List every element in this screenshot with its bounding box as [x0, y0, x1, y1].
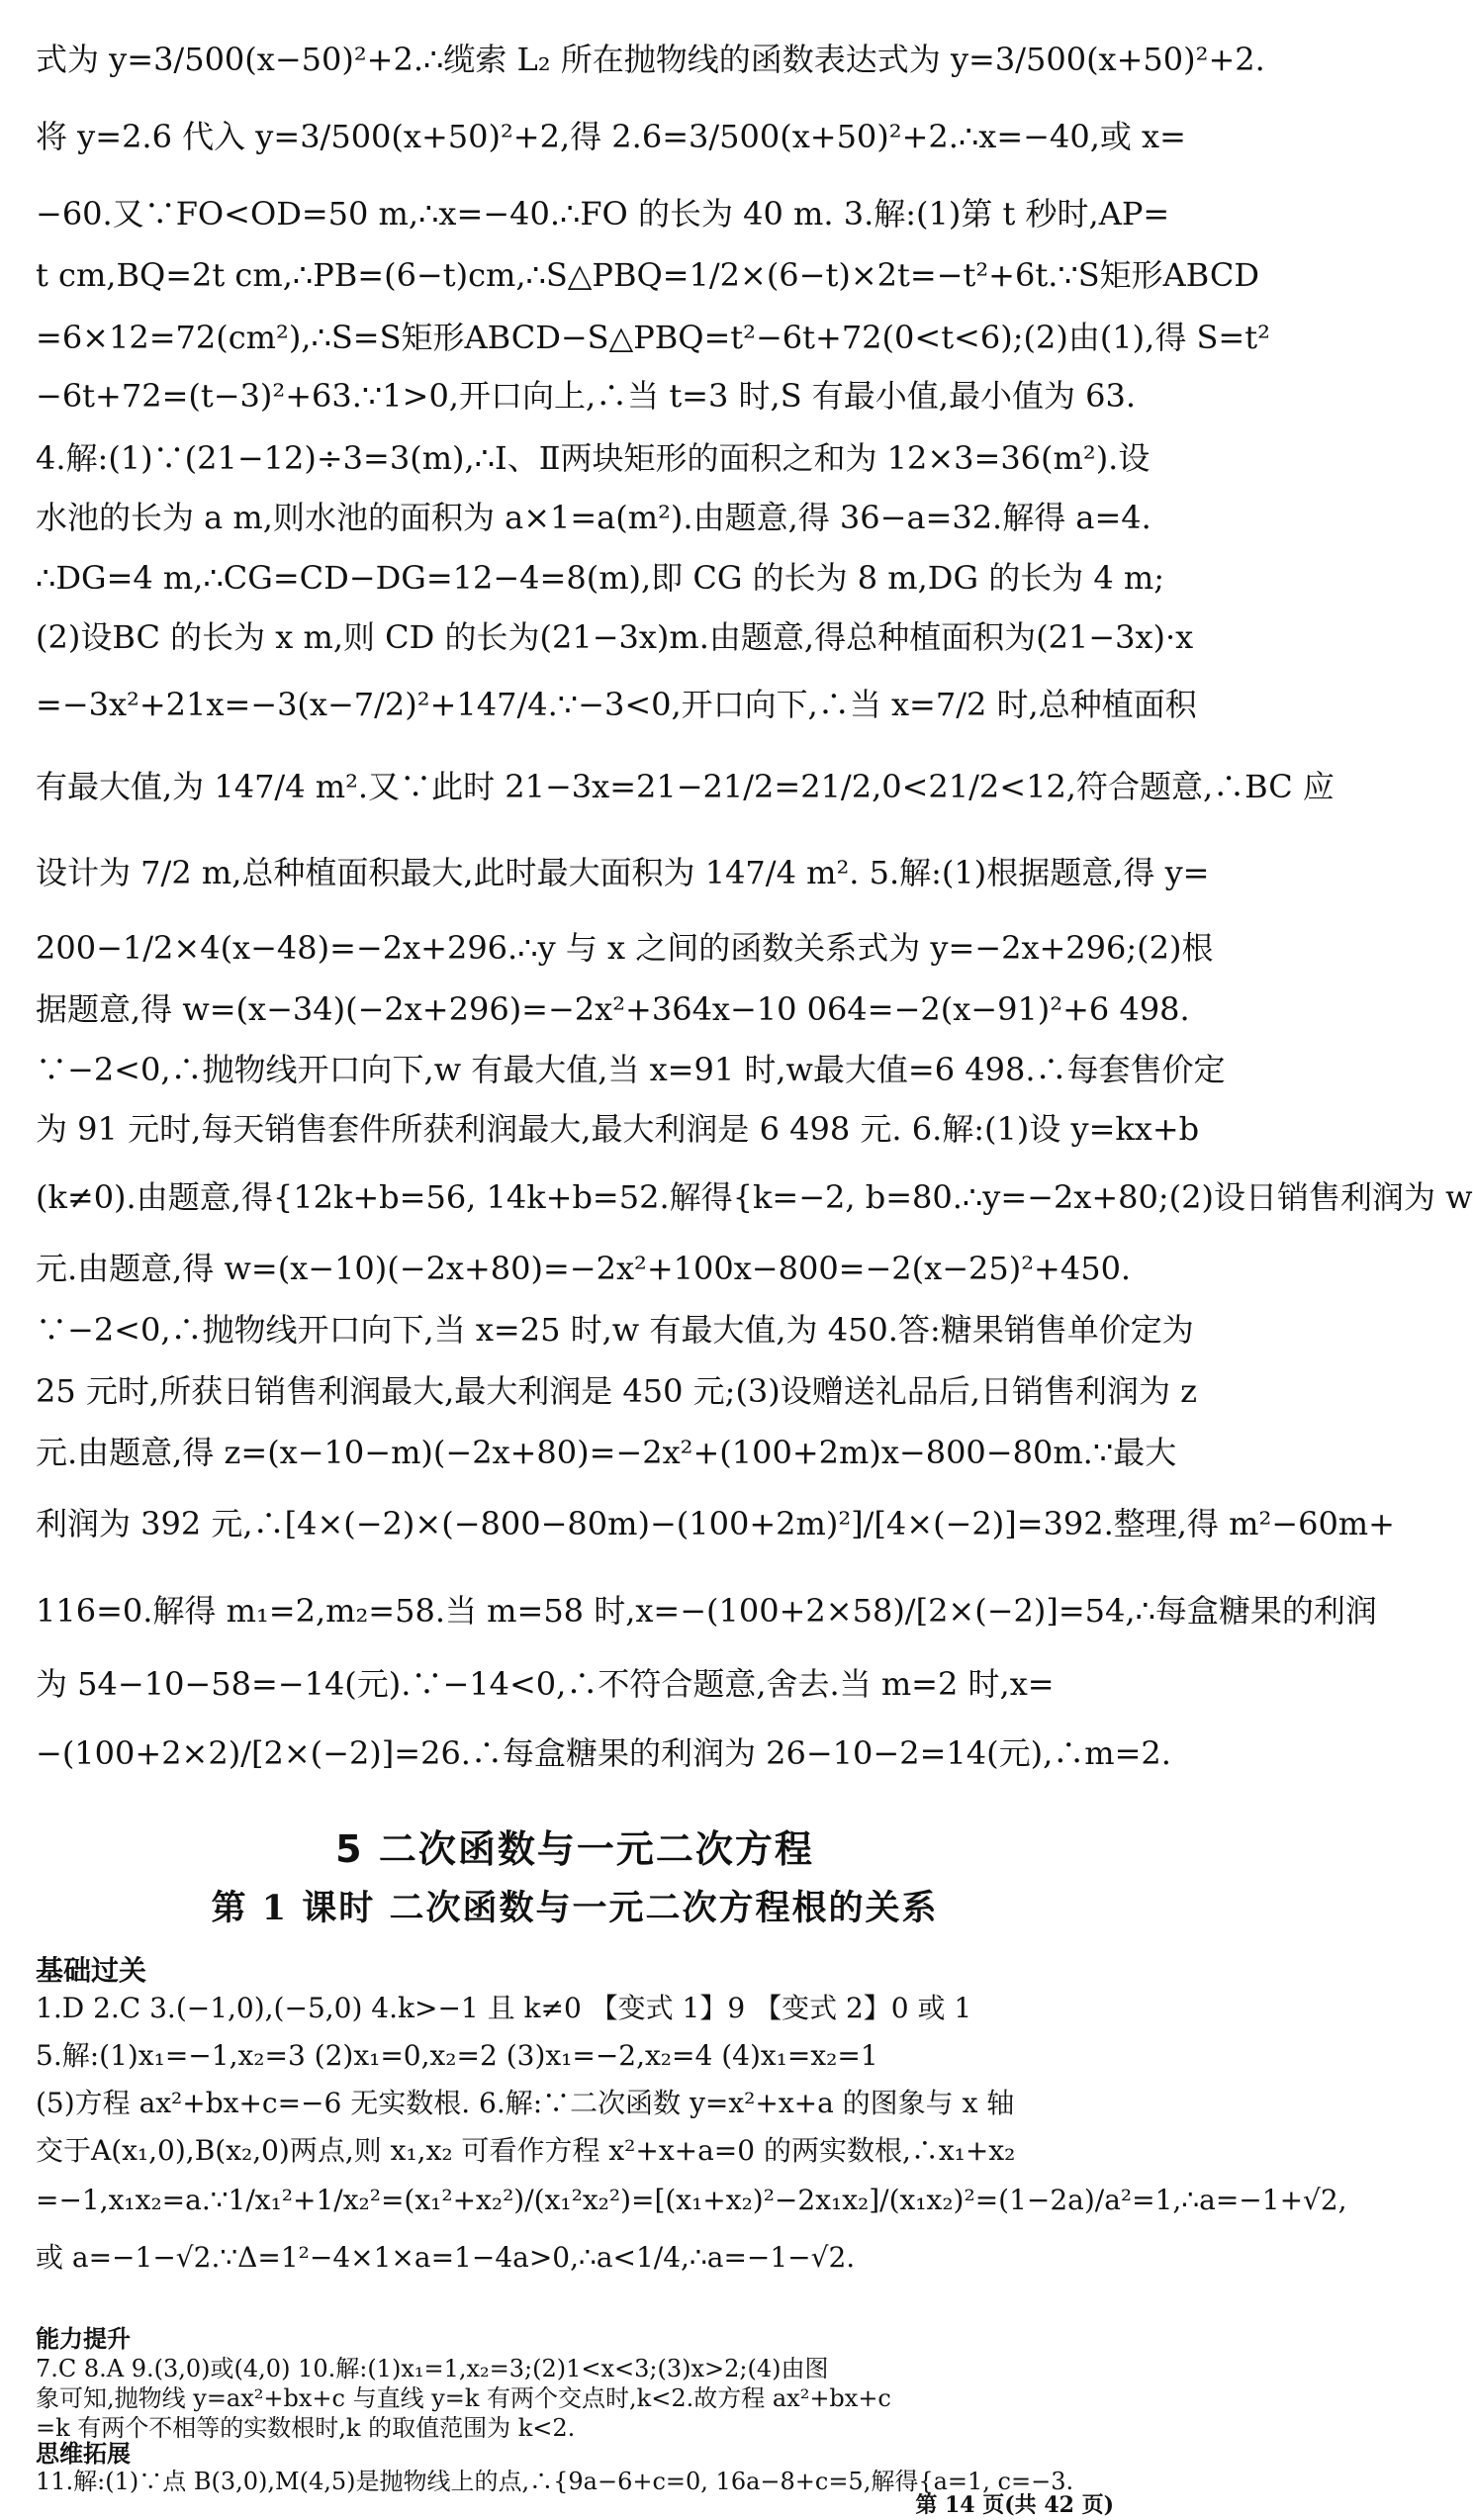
- text-line: 将 y=2.6 代入 y=3/500(x+50)²+2,得 2.6=3/500(x+50)²+2.∴x=−40,或 x=: [36, 118, 1186, 155]
- text-line: 7.C 8.A 9.(3,0)或(4,0) 10.解:(1)x₁=1,x₂=3;(2)1<x<3;(3)x>2;(4)由图: [36, 2355, 829, 2382]
- text-line: 设计为 7/2 m,总种植面积最大,此时最大面积为 147/4 m². 5.解:(1)根据题意,得 y=: [36, 854, 1210, 891]
- text-line: 116=0.解得 m₁=2,m₂=58.当 m=58 时,x=−(100+2×58)/[2×(−2)]=54,∴每盒糖果的利润: [36, 1592, 1377, 1630]
- text-line: 据题意,得 w=(x−34)(−2x+296)=−2x²+364x−10 064=−2(x−91)²+6 498.: [36, 990, 1190, 1028]
- text-line: (2)设BC 的长为 x m,则 CD 的长为(21−3x)m.由题意,得总种植面积为(21−3x)·x: [36, 618, 1194, 656]
- text-line: ∵−2<0,∴抛物线开口向下,w 有最大值,当 x=91 时,w最大值=6 498.∴每套售价定: [36, 1051, 1226, 1088]
- text-line: 有最大值,为 147/4 m².又∵此时 21−3x=21−21/2=21/2,0<21/2<12,符合题意,∴BC 应: [36, 768, 1335, 805]
- text-line: =k 有两个不相等的实数根时,k 的取值范围为 k<2.: [36, 2414, 576, 2442]
- text-line: 为 54−10−58=−14(元).∵−14<0,∴不符合题意,舍去.当 m=2 时,x=: [36, 1665, 1055, 1703]
- text-line: 或 a=−1−√2.∵Δ=1²−4×1×a=1−4a>0,∴a<1/4,∴a=−1−√2.: [36, 2241, 856, 2274]
- page-footer: 第 14 页(共 42 页): [915, 2492, 1114, 2518]
- lesson-title: 第 1 课时 二次函数与一元二次方程根的关系: [211, 1888, 939, 1928]
- text-line: =−1,x₁x₂=a.∵1/x₁²+1/x₂²=(x₁²+x₂²)/(x₁²x₂²)=[(x₁+x₂)²−2x₁x₂]/(x₁x₂)²=(1−2a)/a²=1,∴a=−1+√2,: [36, 2184, 1347, 2216]
- text-line: 利润为 392 元,∴[4×(−2)×(−800−80m)−(100+2m)²]/[4×(−2)]=392.整理,得 m²−60m+: [36, 1505, 1395, 1542]
- text-line: 元.由题意,得 w=(x−10)(−2x+80)=−2x²+100x−800=−2(x−25)²+450.: [36, 1250, 1132, 1287]
- text-line: (5)方程 ax²+bx+c=−6 无实数根. 6.解:∵二次函数 y=x²+x+a 的图象与 x 轴: [36, 2087, 1015, 2119]
- text-line: ∴DG=4 m,∴CG=CD−DG=12−4=8(m),即 CG 的长为 8 m,DG 的长为 4 m;: [36, 559, 1165, 597]
- text-line: −60.又∵FO<OD=50 m,∴x=−40.∴FO 的长为 40 m. 3.解:(1)第 t 秒时,AP=: [36, 195, 1170, 233]
- text-line: (k≠0).由题意,得{12k+b=56, 14k+b=52.解得{k=−2, b=80.∴y=−2x+80;(2)设日销售利润为 w: [36, 1178, 1473, 1216]
- text-line: −(100+2×2)/[2×(−2)]=26.∴每盒糖果的利润为 26−10−2=14(元),∴m=2.: [36, 1734, 1171, 1772]
- text-line: 200−1/2×4(x−48)=−2x+296.∴y 与 x 之间的函数关系式为 y=−2x+296;(2)根: [36, 929, 1214, 967]
- section-label-basic: 基础过关: [36, 1954, 147, 1987]
- text-line: 5.解:(1)x₁=−1,x₂=3 (2)x₁=0,x₂=2 (3)x₁=−2,x₂=4 (4)x₁=x₂=1: [36, 2039, 878, 2072]
- text-line: 为 91 元时,每天销售套件所获利润最大,最大利润是 6 498 元. 6.解:(1)设 y=kx+b: [36, 1110, 1200, 1148]
- text-line: 交于A(x₁,0),B(x₂,0)两点,则 x₁,x₂ 可看作方程 x²+x+a=0 的两实数根,∴x₁+x₂: [36, 2134, 1016, 2167]
- text-line: ∵−2<0,∴抛物线开口向下,当 x=25 时,w 有最大值,为 450.答:糖果销售单价定为: [36, 1311, 1194, 1349]
- text-line: −6t+72=(t−3)²+63.∵1>0,开口向上,∴当 t=3 时,S 有最小值,最小值为 63.: [36, 377, 1137, 415]
- text-line: =6×12=72(cm²),∴S=S矩形ABCD−S△PBQ=t²−6t+72(0<t<6);(2)由(1),得 S=t²: [36, 319, 1270, 356]
- text-line: 式为 y=3/500(x−50)²+2.∴缆索 L₂ 所在抛物线的函数表达式为 y=3/500(x+50)²+2.: [36, 41, 1265, 78]
- section-label-ability: 能力提升: [36, 2325, 131, 2353]
- text-line: t cm,BQ=2t cm,∴PB=(6−t)cm,∴S△PBQ=1/2×(6−t)×2t=−t²+6t.∵S矩形ABCD: [36, 256, 1260, 294]
- text-line: 象可知,抛物线 y=ax²+bx+c 与直线 y=k 有两个交点时,k<2.故方程 ax²+bx+c: [36, 2384, 891, 2412]
- text-line: 水池的长为 a m,则水池的面积为 a×1=a(m²).由题意,得 36−a=32.解得 a=4.: [36, 499, 1151, 536]
- text-line: 11.解:(1)∵点 B(3,0),M(4,5)是抛物线上的点,∴{9a−6+c=0, 16a−8+c=5,解得{a=1, c=−3.: [36, 2468, 1074, 2495]
- text-line: 25 元时,所获日销售利润最大,最大利润是 450 元;(3)设赠送礼品后,日销售利润为 z: [36, 1372, 1197, 1410]
- text-line: 元.由题意,得 z=(x−10−m)(−2x+80)=−2x²+(100+2m)x−800−80m.∵最大: [36, 1434, 1177, 1471]
- section-label-extend: 思维拓展: [36, 2440, 131, 2468]
- text-line: =−3x²+21x=−3(x−7/2)²+147/4.∵−3<0,开口向下,∴当 x=7/2 时,总种植面积: [36, 686, 1197, 723]
- section-title: 5 二次函数与一元二次方程: [335, 1827, 814, 1871]
- text-line: 1.D 2.C 3.(−1,0),(−5,0) 4.k>−1 且 k≠0 【变式 1】9 【变式 2】0 或 1: [36, 1992, 972, 2024]
- text-line: 4.解:(1)∵(21−12)÷3=3(m),∴Ⅰ、Ⅱ两块矩形的面积之和为 12×3=36(m²).设: [36, 439, 1151, 477]
